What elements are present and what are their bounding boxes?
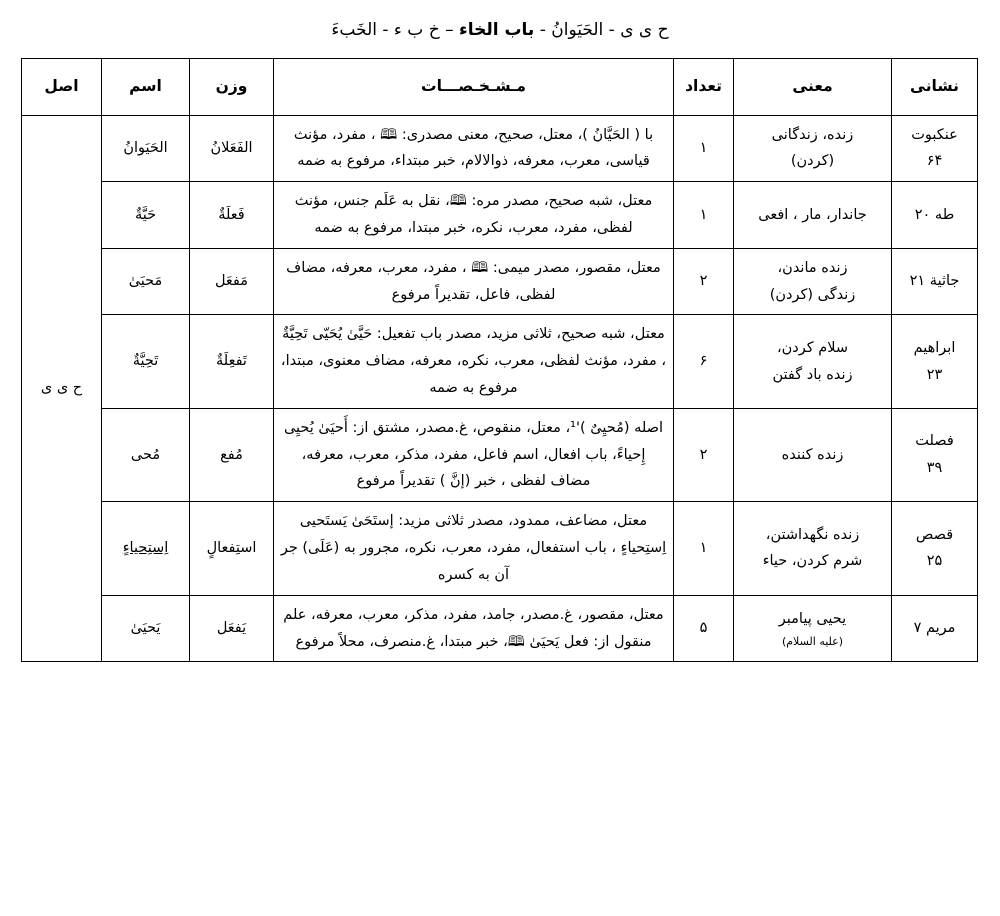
vocabulary-table [21, 58, 978, 663]
column-header-mana: معنی [734, 58, 892, 115]
table-row [22, 408, 978, 501]
cell-esm: الحَیَوانُ [102, 115, 190, 182]
table-row [22, 595, 978, 662]
table-row [22, 248, 978, 315]
column-header-asl: اصل [22, 58, 102, 115]
cell-tedad: ۶ [674, 315, 734, 408]
cell-neshani: طه ۲۰ [892, 182, 978, 249]
cell-mana: جاندار، مار ، افعی [734, 182, 892, 249]
page-title [22, 18, 978, 44]
table-row [22, 115, 978, 182]
table-body [22, 115, 978, 662]
cell-tedad: ۲ [674, 248, 734, 315]
cell-vazn: الفَعَلانُ [190, 115, 274, 182]
table-row [22, 315, 978, 408]
cell-mana: سلام کردن، زنده باد گفتن [734, 315, 892, 408]
cell-vazn: یَفعَل [190, 595, 274, 662]
cell-moshakhasat: معتل، شبه صحیح، مصدر مره: 🕮، نقل به عَلَم جنس، مؤنث لفظی، مفرد، معرب، نکره، خبر مبتدا، مرفوع به ضمه [274, 182, 674, 249]
cell-neshani: جاثیة ۲۱ [892, 248, 978, 315]
cell-neshani: ابراهیم ۲۳ [892, 315, 978, 408]
cell-neshani: قصص ۲۵ [892, 502, 978, 595]
title-lead: ح ی ی - الحَیَوانُ - [534, 20, 669, 40]
table-row [22, 502, 978, 595]
table-header [22, 58, 978, 115]
cell-asl: ح ی ی [22, 115, 102, 662]
cell-mana: زنده، زندگانی (کردن) [734, 115, 892, 182]
column-header-moshakhasat: مـشـخـصـــات [274, 58, 674, 115]
cell-neshani: مریم ۷ [892, 595, 978, 662]
cell-mana [734, 595, 892, 662]
cell-tedad: ۱ [674, 182, 734, 249]
cell-mana-honorific: (علیه السلام) [781, 635, 844, 649]
cell-moshakhasat: با ( الحَیَّانُ )، معتل، صحیح، معنی مصدری: 🕮 ، مفرد، مؤنث قیاسی، معرب، معرفه، ذوالالام، خبر مبتداء، مرفوع به ضمه [274, 115, 674, 182]
cell-tedad: ۱ [674, 502, 734, 595]
column-header-neshani: نشانی [892, 58, 978, 115]
cell-moshakhasat: معتل، مضاعف، ممدود، مصدر ثلاثی مزید: إستَحَیٰ یَستَحیی اِستِحیاءٍ ، باب استفعال، مفرد، معرب، نکره، مجرور به (عَلَی) جر آن به کسره [274, 502, 674, 595]
table-row [22, 182, 978, 249]
cell-esm: یَحیَیٰ [102, 595, 190, 662]
cell-esm: تَحِیَّةٌ [102, 315, 190, 408]
title-bold: باب الخاء [459, 20, 535, 40]
cell-vazn: مَفعَل [190, 248, 274, 315]
cell-mana-text: یحیی پیامبر [778, 611, 847, 628]
cell-moshakhasat: معتل، مقصور، غ.مصدر، جامد، مفرد، مذکر، معرب، معرفه، علم منقول از: فعل یَحیَیٰ 🕮، خبر مبتدا، غ.منصرف، محلاً مرفوع [274, 595, 674, 662]
cell-esm: حَیَّةٌ [102, 182, 190, 249]
header-row [22, 58, 978, 115]
column-header-vazn: وزن [190, 58, 274, 115]
cell-moshakhasat: معتل، شبه صحیح، ثلاثی مزید، مصدر باب تفعیل: حَیَّیٰ یُحَیّی تَحِیَّةٌ ، مفرد، مؤنث لفظی، معرب، نکره، معرفه، مضاف معنوی، مبتدا، مرفوع به ضمه [274, 315, 674, 408]
cell-mana: زنده ماندن، زندگی (کردن) [734, 248, 892, 315]
cell-tedad: ۱ [674, 115, 734, 182]
cell-neshani: فصلت ۳۹ [892, 408, 978, 501]
column-header-esm: اسم [102, 58, 190, 115]
cell-tedad: ۲ [674, 408, 734, 501]
cell-moshakhasat: معتل، مقصور، مصدر میمی: 🕮 ، مفرد، معرب، معرفه، مضاف لفظی، فاعل، تقدیراً مرفوع [274, 248, 674, 315]
cell-tedad: ۵ [674, 595, 734, 662]
cell-vazn: مُفع [190, 408, 274, 501]
cell-mana: زنده نگهداشتن، شرم کردن، حیاء [734, 502, 892, 595]
cell-moshakhasat: اصله (مُحیِیٌ )'¹، معتل، منقوص، غ.مصدر، مشتق از: أَحیَیٰ یُحیِی إِحیاءً، باب افعال، اسم فاعل، مفرد، مذکر، معرب، معرفه، مضاف لفظی ، خبر (إنَّ ) تقدیراً مرفوع [274, 408, 674, 501]
cell-mana: زنده کننده [734, 408, 892, 501]
cell-vazn: فَعلَةٌ [190, 182, 274, 249]
cell-esm: اِستِحیاءٍ [102, 502, 190, 595]
cell-vazn: تَفعِلَةٌ [190, 315, 274, 408]
cell-vazn: استِفعالٍ [190, 502, 274, 595]
cell-neshani: عنکبوت ۶۴ [892, 115, 978, 182]
title-tail: – خ ب ء - الخَبءَ [331, 20, 459, 40]
cell-esm: مُحی [102, 408, 190, 501]
column-header-tedad: تعداد [674, 58, 734, 115]
cell-esm: مَحیَیٰ [102, 248, 190, 315]
